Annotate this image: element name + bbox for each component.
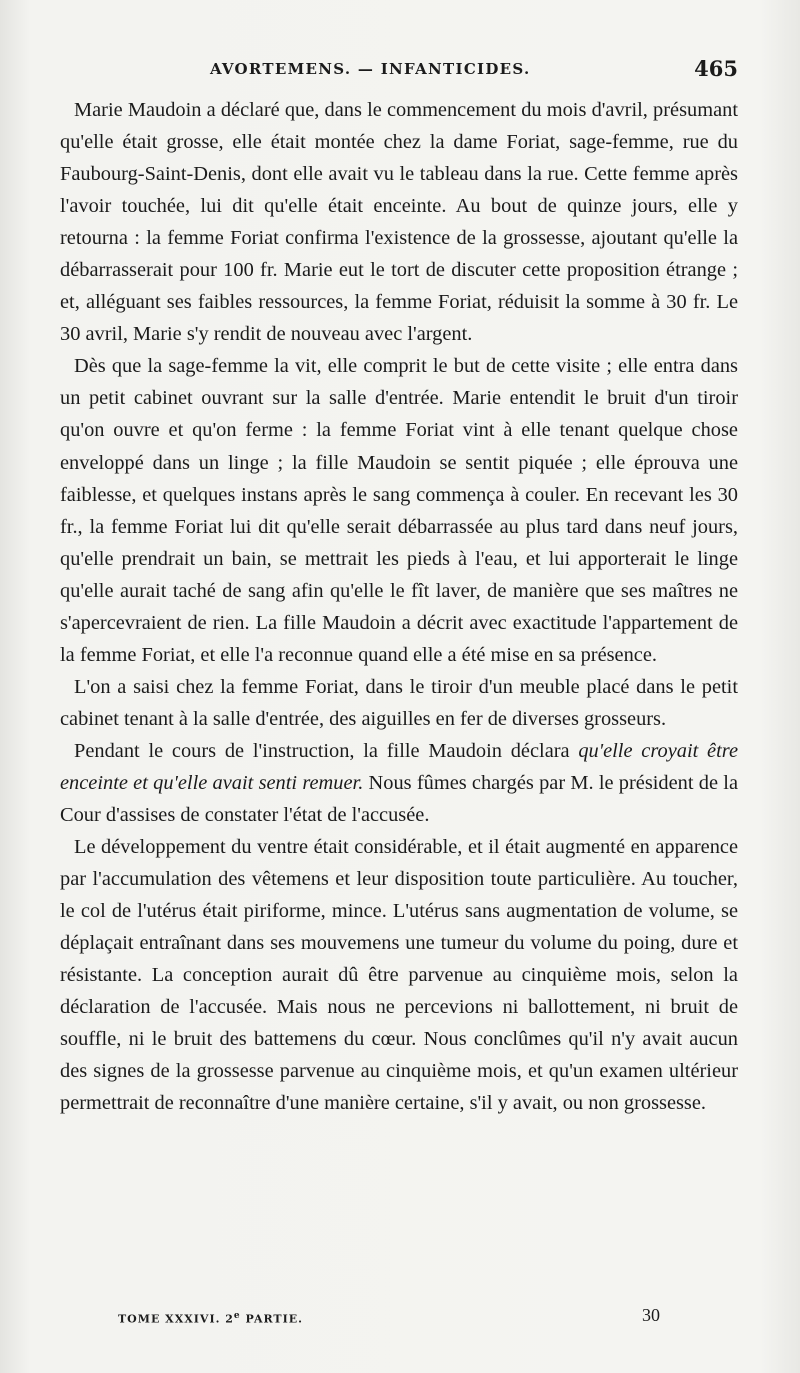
paragraph-text: Pendant le cours de l'instruction, la fille Maudoin déclara [74,739,579,762]
page-number: 465 [694,56,738,81]
paragraph [60,735,738,831]
paragraph: Le développement du ventre était considérable, et il était augmenté en apparence par l'accumulation des vêtemens et leur disposition toute particulière. Au toucher, le col de l'utérus était piriforme, mince. L'utérus sans augmentation de volume, se déplaçait entraînant dans ses mouvemens une tumeur du volume du poing, dure et résistante. La conception aurait dû être parvenue au cinquième mois, selon la déclaration de l'accusée. Mais nous ne percevions ni ballottement, ni bruit de souffle, ni le bruit des battemens du cœur. Nous conclûmes qu'il n'y avait aucun des signes de la grossesse parvenue au cinquième mois, et qu'un examen ultérieur permettrait de reconnaître d'une manière certaine, s'il y avait, ou non grossesse. [60,836,738,1115]
signature-superscript: e [233,1311,241,1321]
page-footer [118,1303,660,1329]
signature-text: TOME XXXIVI. 2 [118,1312,234,1326]
italic-quote: qu'elle croyait être enceinte et qu'elle avait senti remuer. [60,739,738,794]
paragraph-text: Nous fûmes chargés par M. le président de la Cour d'assises de constater l'état de l'accusée. [60,771,738,827]
sheet-number: 30 [642,1305,660,1325]
signature-text: PARTIE. [240,1312,303,1326]
paragraph: Marie Maudoin a déclaré que, dans le commencement du mois d'avril, présumant qu'elle était grosse, elle était montée chez la dame Foriat, sage-femme, rue du Faubourg-Saint-Denis, dont elle avait vu le tableau dans la rue. Cette femme après l'avoir touchée, lui dit qu'elle était enceinte. Au bout de quinze jours, elle y retourna : la femme Foriat confirma l'existence de la grossesse, ajoutant qu'elle la débarrasserait pour 100 fr. Marie eut le tort de discuter cette proposition étrange ; et, alléguant ses faibles ressources, la femme Foriat, réduisit la somme à 30 fr. Le 30 avril, Marie s'y rendit de nouveau avec l'argent. [60,99,738,346]
body-text [60,94,738,1120]
paragraph: Dès que la sage-femme la vit, elle comprit le but de cette visite ; elle entra dans un petit cabinet ouvrant sur la salle d'entrée. Marie entendit le bruit d'un tiroir qu'on ouvre et qu'on ferme : la femme Foriat vint à elle tenant quelque chose enveloppé dans un linge ; la fille Maudoin se sentit piquée ; elle éprouva une faiblesse, et quelques instans après le sang commença à couler. En recevant les 30 fr., la femme Foriat lui dit qu'elle serait débarrassée au plus tard dans neuf jours, qu'elle prendrait un bain, se mettrait les pieds à l'eau, et lui apporterait le linge qu'elle aurait taché de sang afin qu'elle le fît laver, de manière que ses maîtres ne s'apercevraient de rien. La fille Maudoin a décrit avec exactitude l'appartement de la femme Foriat, et elle l'a reconnue quand elle a été mise en sa présence. [60,355,738,666]
paragraph: L'on a saisi chez la femme Foriat, dans le tiroir d'un meuble placé dans le petit cabinet tenant à la salle d'entrée, des aiguilles en fer de diverses grosseurs. [60,675,738,730]
page-header [60,56,738,88]
running-head: AVORTEMENS. — INFANTICIDES. [210,60,531,78]
printer-signature [118,1311,303,1326]
